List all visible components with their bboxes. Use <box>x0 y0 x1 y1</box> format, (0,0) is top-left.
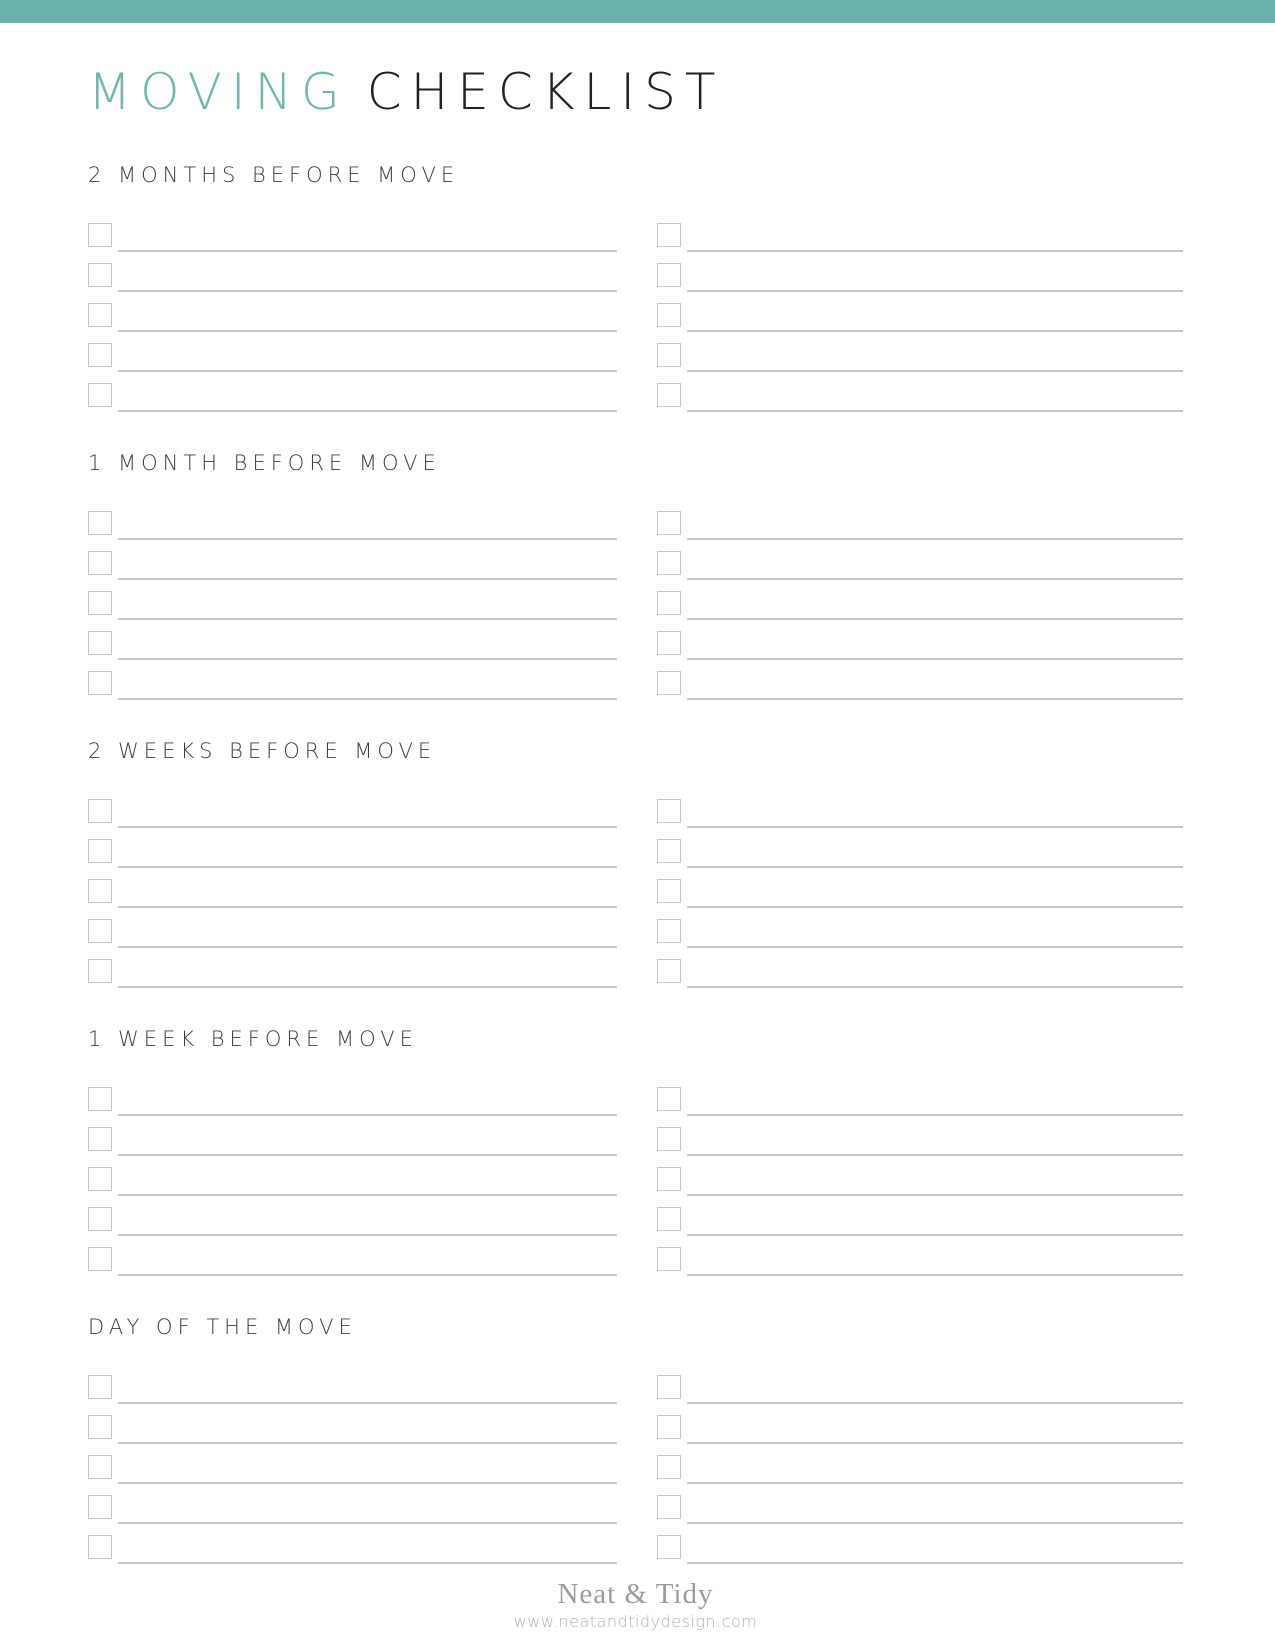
section-rows <box>88 799 1183 999</box>
checklist-section <box>88 1316 1183 1575</box>
task-checkbox[interactable] <box>657 671 681 695</box>
task-checkbox[interactable] <box>88 1415 112 1439</box>
task-fill-in-line <box>118 1375 617 1404</box>
task-fill-in-line <box>118 551 617 580</box>
checklist-row <box>657 671 1183 711</box>
task-checkbox[interactable] <box>657 591 681 615</box>
section-rows <box>88 511 1183 711</box>
task-fill-in-line <box>118 591 617 620</box>
task-fill-in-line <box>118 1535 617 1564</box>
task-fill-in-line <box>118 1207 617 1236</box>
task-fill-in-line <box>687 1207 1183 1236</box>
task-checkbox[interactable] <box>657 1495 681 1519</box>
task-fill-in-line <box>118 1127 617 1156</box>
checklist-row <box>88 1127 617 1167</box>
task-checkbox[interactable] <box>657 551 681 575</box>
task-checkbox[interactable] <box>657 959 681 983</box>
task-checkbox[interactable] <box>657 223 681 247</box>
task-fill-in-line <box>118 919 617 948</box>
task-checkbox[interactable] <box>657 383 681 407</box>
task-fill-in-line <box>687 1535 1183 1564</box>
checklist-row <box>88 511 617 551</box>
page-title <box>88 64 1183 122</box>
checklist-row <box>88 631 617 671</box>
task-fill-in-line <box>118 1087 617 1116</box>
checklist-row <box>88 1375 617 1415</box>
task-checkbox[interactable] <box>88 1247 112 1271</box>
task-fill-in-line <box>687 959 1183 988</box>
task-checkbox[interactable] <box>88 839 112 863</box>
section-rows <box>88 223 1183 423</box>
task-fill-in-line <box>687 839 1183 868</box>
checklist-row <box>657 1207 1183 1247</box>
checklist-row <box>88 919 617 959</box>
checklist-row <box>88 959 617 999</box>
task-checkbox[interactable] <box>88 1087 112 1111</box>
checklist-row <box>657 591 1183 631</box>
brand-website: www.neatandtidydesign.com <box>513 1612 758 1632</box>
task-fill-in-line <box>118 1247 617 1276</box>
task-fill-in-line <box>118 959 617 988</box>
checklist-row <box>88 1207 617 1247</box>
checklist-row <box>657 1247 1183 1287</box>
checklist-row <box>657 799 1183 839</box>
section-heading: 1 WEEK BEFORE MOVE <box>88 1026 418 1051</box>
task-fill-in-line <box>687 1415 1183 1444</box>
task-checkbox[interactable] <box>88 511 112 535</box>
task-fill-in-line <box>118 383 617 412</box>
checklist-row <box>88 879 617 919</box>
checklist-row <box>657 1375 1183 1415</box>
page-title-word-moving: MOVING <box>88 63 349 121</box>
checklist-row <box>657 303 1183 343</box>
task-checkbox[interactable] <box>657 839 681 863</box>
task-checkbox[interactable] <box>88 303 112 327</box>
task-fill-in-line <box>687 343 1183 372</box>
task-fill-in-line <box>118 671 617 700</box>
checklist-row <box>657 1127 1183 1167</box>
task-fill-in-line <box>687 919 1183 948</box>
checklist-row <box>657 1495 1183 1535</box>
task-checkbox[interactable] <box>657 1167 681 1191</box>
task-fill-in-line <box>687 551 1183 580</box>
checklist-row <box>88 591 617 631</box>
checklist-row <box>657 263 1183 303</box>
task-fill-in-line <box>687 223 1183 252</box>
checklist-row <box>88 1167 617 1207</box>
task-checkbox[interactable] <box>657 1375 681 1399</box>
task-checkbox[interactable] <box>657 1455 681 1479</box>
task-fill-in-line <box>687 1167 1183 1196</box>
task-fill-in-line <box>687 1127 1183 1156</box>
checklist-row <box>657 1167 1183 1207</box>
task-checkbox[interactable] <box>88 919 112 943</box>
task-checkbox[interactable] <box>657 1415 681 1439</box>
section-heading: 2 WEEKS BEFORE MOVE <box>88 738 437 763</box>
task-fill-in-line <box>687 879 1183 908</box>
task-checkbox[interactable] <box>657 799 681 823</box>
checklist-row <box>88 1247 617 1287</box>
task-checkbox[interactable] <box>88 263 112 287</box>
task-checkbox[interactable] <box>657 303 681 327</box>
task-checkbox[interactable] <box>657 631 681 655</box>
task-checkbox[interactable] <box>88 1495 112 1519</box>
task-fill-in-line <box>687 1495 1183 1524</box>
task-checkbox[interactable] <box>88 959 112 983</box>
task-fill-in-line <box>687 1247 1183 1276</box>
checklist-row <box>88 799 617 839</box>
task-checkbox[interactable] <box>657 1247 681 1271</box>
checklist-row <box>88 383 617 423</box>
checklist-row <box>657 1415 1183 1455</box>
task-fill-in-line <box>687 1455 1183 1484</box>
task-fill-in-line <box>118 303 617 332</box>
task-fill-in-line <box>118 1455 617 1484</box>
checklist-section <box>88 740 1183 999</box>
checklist-row <box>657 223 1183 263</box>
task-checkbox[interactable] <box>657 919 681 943</box>
checklist-row <box>88 551 617 591</box>
task-checkbox[interactable] <box>88 799 112 823</box>
checklist-row <box>88 1455 617 1495</box>
task-fill-in-line <box>118 511 617 540</box>
task-fill-in-line <box>118 879 617 908</box>
section-heading: 2 MONTHS BEFORE MOVE <box>88 162 460 187</box>
top-accent-bar <box>0 0 1275 23</box>
task-checkbox[interactable] <box>88 1535 112 1559</box>
checklist-row <box>657 1455 1183 1495</box>
task-checkbox[interactable] <box>657 1207 681 1231</box>
task-checkbox[interactable] <box>88 1375 112 1399</box>
task-checkbox[interactable] <box>88 631 112 655</box>
task-fill-in-line <box>118 631 617 660</box>
task-fill-in-line <box>118 263 617 292</box>
task-checkbox[interactable] <box>657 263 681 287</box>
task-fill-in-line <box>118 223 617 252</box>
task-checkbox[interactable] <box>88 343 112 367</box>
task-fill-in-line <box>687 799 1183 828</box>
checklist-section <box>88 452 1183 711</box>
checklist-row <box>88 1415 617 1455</box>
checklist-row <box>657 511 1183 551</box>
task-checkbox[interactable] <box>657 1535 681 1559</box>
task-checkbox[interactable] <box>88 1127 112 1151</box>
task-fill-in-line <box>687 303 1183 332</box>
checklist-row <box>657 1087 1183 1127</box>
task-checkbox[interactable] <box>88 1455 112 1479</box>
task-fill-in-line <box>118 1415 617 1444</box>
brand-logo: Neat & Tidy <box>557 1577 714 1610</box>
section-heading: 1 MONTH BEFORE MOVE <box>88 450 441 475</box>
task-checkbox[interactable] <box>657 879 681 903</box>
checklist-row <box>88 223 617 263</box>
task-fill-in-line <box>687 671 1183 700</box>
checklist-row <box>88 263 617 303</box>
task-checkbox[interactable] <box>88 223 112 247</box>
task-checkbox[interactable] <box>88 879 112 903</box>
task-checkbox[interactable] <box>657 343 681 367</box>
task-fill-in-line <box>118 343 617 372</box>
task-fill-in-line <box>687 511 1183 540</box>
task-checkbox[interactable] <box>657 1127 681 1151</box>
checklist-row <box>88 1535 617 1575</box>
checklist-row <box>657 631 1183 671</box>
checklist-row <box>657 879 1183 919</box>
task-fill-in-line <box>687 263 1183 292</box>
task-fill-in-line <box>118 799 617 828</box>
task-checkbox[interactable] <box>88 671 112 695</box>
task-fill-in-line <box>118 1495 617 1524</box>
checklist-row <box>657 1535 1183 1575</box>
checklist-row <box>88 1087 617 1127</box>
task-fill-in-line <box>118 1167 617 1196</box>
task-fill-in-line <box>687 591 1183 620</box>
section-rows <box>88 1087 1183 1287</box>
page-title-word-checklist: CHECKLIST <box>366 63 725 121</box>
checklist-page <box>0 64 1275 1631</box>
checklist-section <box>88 1028 1183 1287</box>
section-rows <box>88 1375 1183 1575</box>
section-heading: DAY OF THE MOVE <box>88 1314 357 1339</box>
checklist-row <box>88 1495 617 1535</box>
task-fill-in-line <box>687 383 1183 412</box>
checklist-row <box>657 919 1183 959</box>
checklist-section <box>88 164 1183 423</box>
checklist-row <box>657 959 1183 999</box>
task-checkbox[interactable] <box>657 1087 681 1111</box>
checklist-sections <box>88 164 1183 1575</box>
checklist-row <box>88 303 617 343</box>
checklist-row <box>657 551 1183 591</box>
task-fill-in-line <box>118 839 617 868</box>
checklist-row <box>657 343 1183 383</box>
checklist-row <box>88 343 617 383</box>
task-checkbox[interactable] <box>88 551 112 575</box>
checklist-row <box>657 383 1183 423</box>
task-checkbox[interactable] <box>88 591 112 615</box>
checklist-row <box>88 671 617 711</box>
task-fill-in-line <box>687 1087 1183 1116</box>
task-checkbox[interactable] <box>88 383 112 407</box>
checklist-row <box>88 839 617 879</box>
task-fill-in-line <box>687 631 1183 660</box>
checklist-row <box>657 839 1183 879</box>
task-checkbox[interactable] <box>657 511 681 535</box>
footer <box>88 1579 1183 1632</box>
task-checkbox[interactable] <box>88 1207 112 1231</box>
task-fill-in-line <box>687 1375 1183 1404</box>
task-checkbox[interactable] <box>88 1167 112 1191</box>
